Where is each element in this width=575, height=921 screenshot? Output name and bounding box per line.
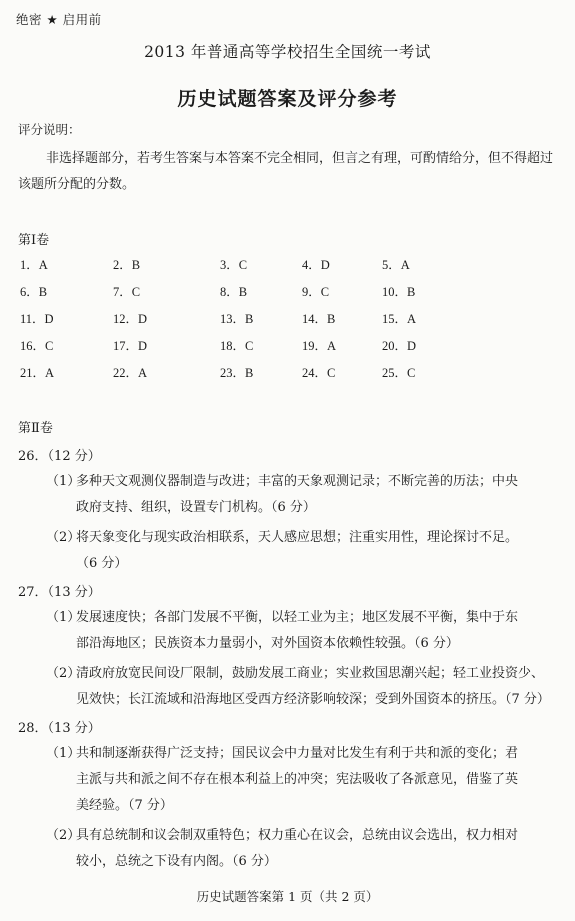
part2-label: 第Ⅱ卷 <box>18 421 53 436</box>
sub-number: （1） <box>46 610 81 625</box>
answer-line: 较小，总统之下设有内阁。（6 分） <box>76 854 277 869</box>
mc-answer: 3．C <box>220 258 248 272</box>
sub-number: （2） <box>46 530 81 545</box>
mc-answer: 6．B <box>20 285 48 299</box>
mc-answer: 23．B <box>220 366 254 380</box>
page-footer: 历史试题答案第 1 页（共 2 页） <box>196 889 379 904</box>
scoring-notes-text: 非选择题部分，若考生答案与本答案不完全相同，但言之有理，可酌情给分，但不得超过该题所分配的分数。 <box>18 151 554 192</box>
question-27-part-1 <box>46 605 554 657</box>
answer-line: 部沿海地区；民族资本力量弱小，对外国资本依赖性较强。（6 分） <box>76 636 459 651</box>
mc-answer: 20．D <box>382 339 417 353</box>
mc-answer: 25．C <box>382 366 416 380</box>
question-26-heading: 26．（12 分） <box>18 449 101 464</box>
question-28-heading: 28．（13 分） <box>18 721 101 736</box>
mc-answer: 14．B <box>302 312 336 326</box>
mc-answer: 5．A <box>382 258 410 272</box>
mc-answer: 2．B <box>113 258 141 272</box>
sub-number: （1） <box>46 474 81 489</box>
mc-answer: 16．C <box>20 339 54 353</box>
mc-answer: 9．C <box>302 285 330 299</box>
sub-number: （2） <box>46 666 81 681</box>
document-title: 历史试题答案及评分参考 <box>177 88 398 110</box>
mc-answer: 13．B <box>220 312 254 326</box>
question-27-heading: 27．（13 分） <box>18 585 101 600</box>
mc-answer: 7．C <box>113 285 141 299</box>
mc-answer: 21．A <box>20 366 55 380</box>
mc-answer: 11．D <box>20 312 54 326</box>
sub-number: （1） <box>46 746 81 761</box>
mc-answer: 17．D <box>113 339 148 353</box>
question-26-part-2 <box>46 525 554 577</box>
answer-line: 具有总统制和议会制双重特色；权力重心在议会，总统由议会选出，权力相对 <box>76 828 519 843</box>
question-28-part-1 <box>46 741 554 819</box>
answer-line: 清政府放宽民间设厂限制，鼓励发展工商业；实业救国思潮兴起；轻工业投资少、 <box>76 666 545 681</box>
mc-answer: 12．D <box>113 312 148 326</box>
answer-line: 见效快；长江流域和沿海地区受西方经济影响较深；受到外国资本的挤压。（7 分） <box>76 692 550 707</box>
question-28-part-2 <box>46 823 554 875</box>
exam-title: 2013 年普通高等学校招生全国统一考试 <box>144 43 431 61</box>
answer-line: 将天象变化与现实政治相联系，天人感应思想；注重实用性，理论探讨不足。 <box>76 530 519 545</box>
mc-answer: 18．C <box>220 339 254 353</box>
secret-label: 绝密 ★ 启用前 <box>16 12 102 27</box>
scoring-notes-heading: 评分说明： <box>18 122 81 137</box>
mc-answer: 24．C <box>302 366 336 380</box>
mc-answer: 10．B <box>382 285 416 299</box>
mc-answer: 1．A <box>20 258 48 272</box>
answer-line: 发展速度快；各部门发展不平衡，以轻工业为主；地区发展不平衡，集中于东 <box>76 610 519 625</box>
mc-answer: 8．B <box>220 285 248 299</box>
answer-line: （6 分） <box>76 556 128 571</box>
answer-line: 多种天文观测仪器制造与改进；丰富的天象观测记录；不断完善的历法；中央 <box>76 474 519 489</box>
mc-answer: 15．A <box>382 312 417 326</box>
question-26-part-1 <box>46 469 554 521</box>
answer-line: 政府支持、组织，设置专门机构。（6 分） <box>76 500 316 515</box>
question-27-part-2 <box>46 661 554 713</box>
mc-answer: 4．D <box>302 258 330 272</box>
answer-line: 美经验。（7 分） <box>76 798 173 813</box>
answer-line: 主派与共和派之间不存在根本利益上的冲突；宪法吸收了各派意见，借鉴了英 <box>76 772 519 787</box>
answer-line: 共和制逐渐获得广泛支持；国民议会中力量对比发生有利于共和派的变化；君 <box>76 746 519 761</box>
mc-answer: 22．A <box>113 366 148 380</box>
part1-label: 第Ⅰ卷 <box>18 233 50 248</box>
mc-answer: 19．A <box>302 339 337 353</box>
sub-number: （2） <box>46 828 81 843</box>
